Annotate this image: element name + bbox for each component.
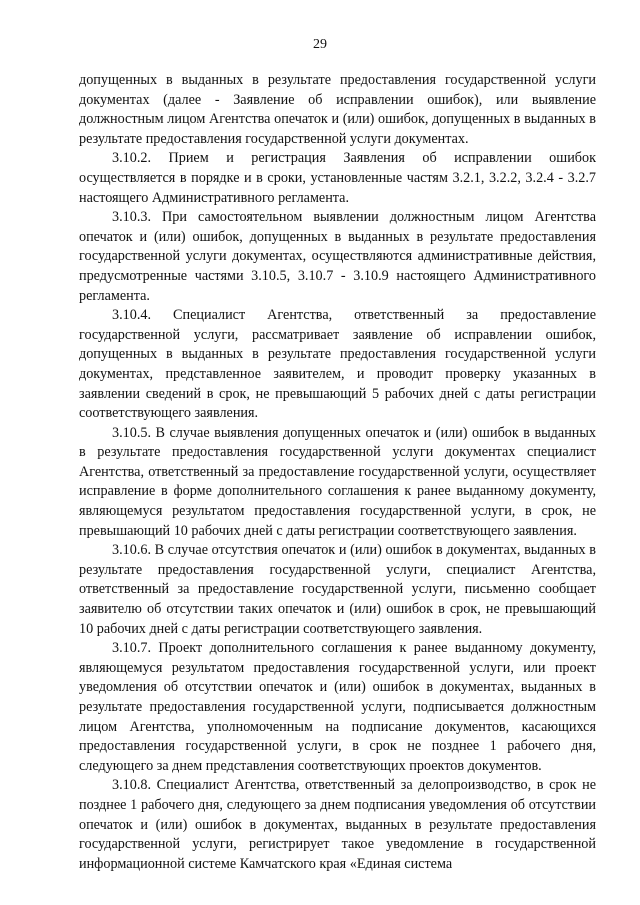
paragraph-3-10-5: 3.10.5. В случае выявления допущенных опечаток и (или) ошибок в выданных в результате предоставления государственной услуги документах специалист Агентства, ответственный за предоставление государственной услуги, осуществляет исправление в форме дополнительного соглашения к ранее выданному документу, являющемуся результатом предоставления государственной услуги, в срок, не превышающий 10 рабочих дней с даты регистрации соответствующего заявления. (79, 424, 596, 539)
paragraph-3-10-6: 3.10.6. В случае отсутствия опечаток и (или) ошибок в документах, выданных в результате предоставления государственной услуги, специалист Агентства, ответственный за предоставление государственной услуги, письменно сообщает заявителю об отсутствии таких опечаток и (или) ошибок в срок, не превышающий 10 рабочих дней с даты регистрации соответствующего заявления. (79, 542, 596, 637)
paragraph-3-10-2: 3.10.2. Прием и регистрация Заявления об исправлении ошибок осуществляется в порядке и в сроки, установленные частям 3.2.1, 3.2.2, 3.2.4 - 3.2.7 настоящего Административного регламента. (79, 150, 596, 206)
paragraph-intro-continuation: допущенных в выданных в результате предоставления государственной услуги документах (далее - Заявление об исправлении ошибок), или выявление должностным лицом Агентства опечаток и (или) ошибок, допущенных в выданных в результате предоставления государственной услуги документах. (79, 72, 596, 147)
paragraph-3-10-3: 3.10.3. При самостоятельном выявлении должностным лицом Агентства опечаток и (или) ошибок, допущенных в выданных в результате предоставления государственной услуги документах, осуществляются административные действия, предусмотренные частями 3.10.5, 3.10.7 - 3.10.9 настоящего Административного регламента. (79, 209, 596, 304)
paragraph-3-10-4: 3.10.4. Специалист Агентства, ответственный за предоставление государственной услуги, рассматривает заявление об исправлении ошибок, допущенных в выданных в результате предоставления государственной услуги документах, представленное заявителем, и проводит проверку указанных в заявлении сведений в срок, не превышающий 5 рабочих дней с даты регистрации соответствующего заявления. (79, 307, 596, 422)
page-number: 29 (313, 37, 327, 52)
document-body (79, 71, 596, 874)
paragraph-3-10-8: 3.10.8. Специалист Агентства, ответственный за делопроизводство, в срок не позднее 1 рабочего дня, следующего за днем подписания уведомления об отсутствии опечаток и (или) ошибок в документах, выданных в результате предоставления государственной услуги, регистрирует такое уведомление в государственной информационной системе Камчатского края «Единая система (79, 777, 596, 872)
paragraph-3-10-7: 3.10.7. Проект дополнительного соглашения к ранее выданному документу, являющемуся результатом предоставления государственной услуги, или проект уведомления об отсутствии опечаток и (или) ошибок в документах, выданных в результате предоставления государственной услуги, подписывается должностным лицом Агентства, уполномоченным на подписание документов, касающихся предоставления государственной услуги, в срок не позднее 1 рабочего дня, следующего за днем представления соответствующих проектов документов. (79, 640, 596, 774)
